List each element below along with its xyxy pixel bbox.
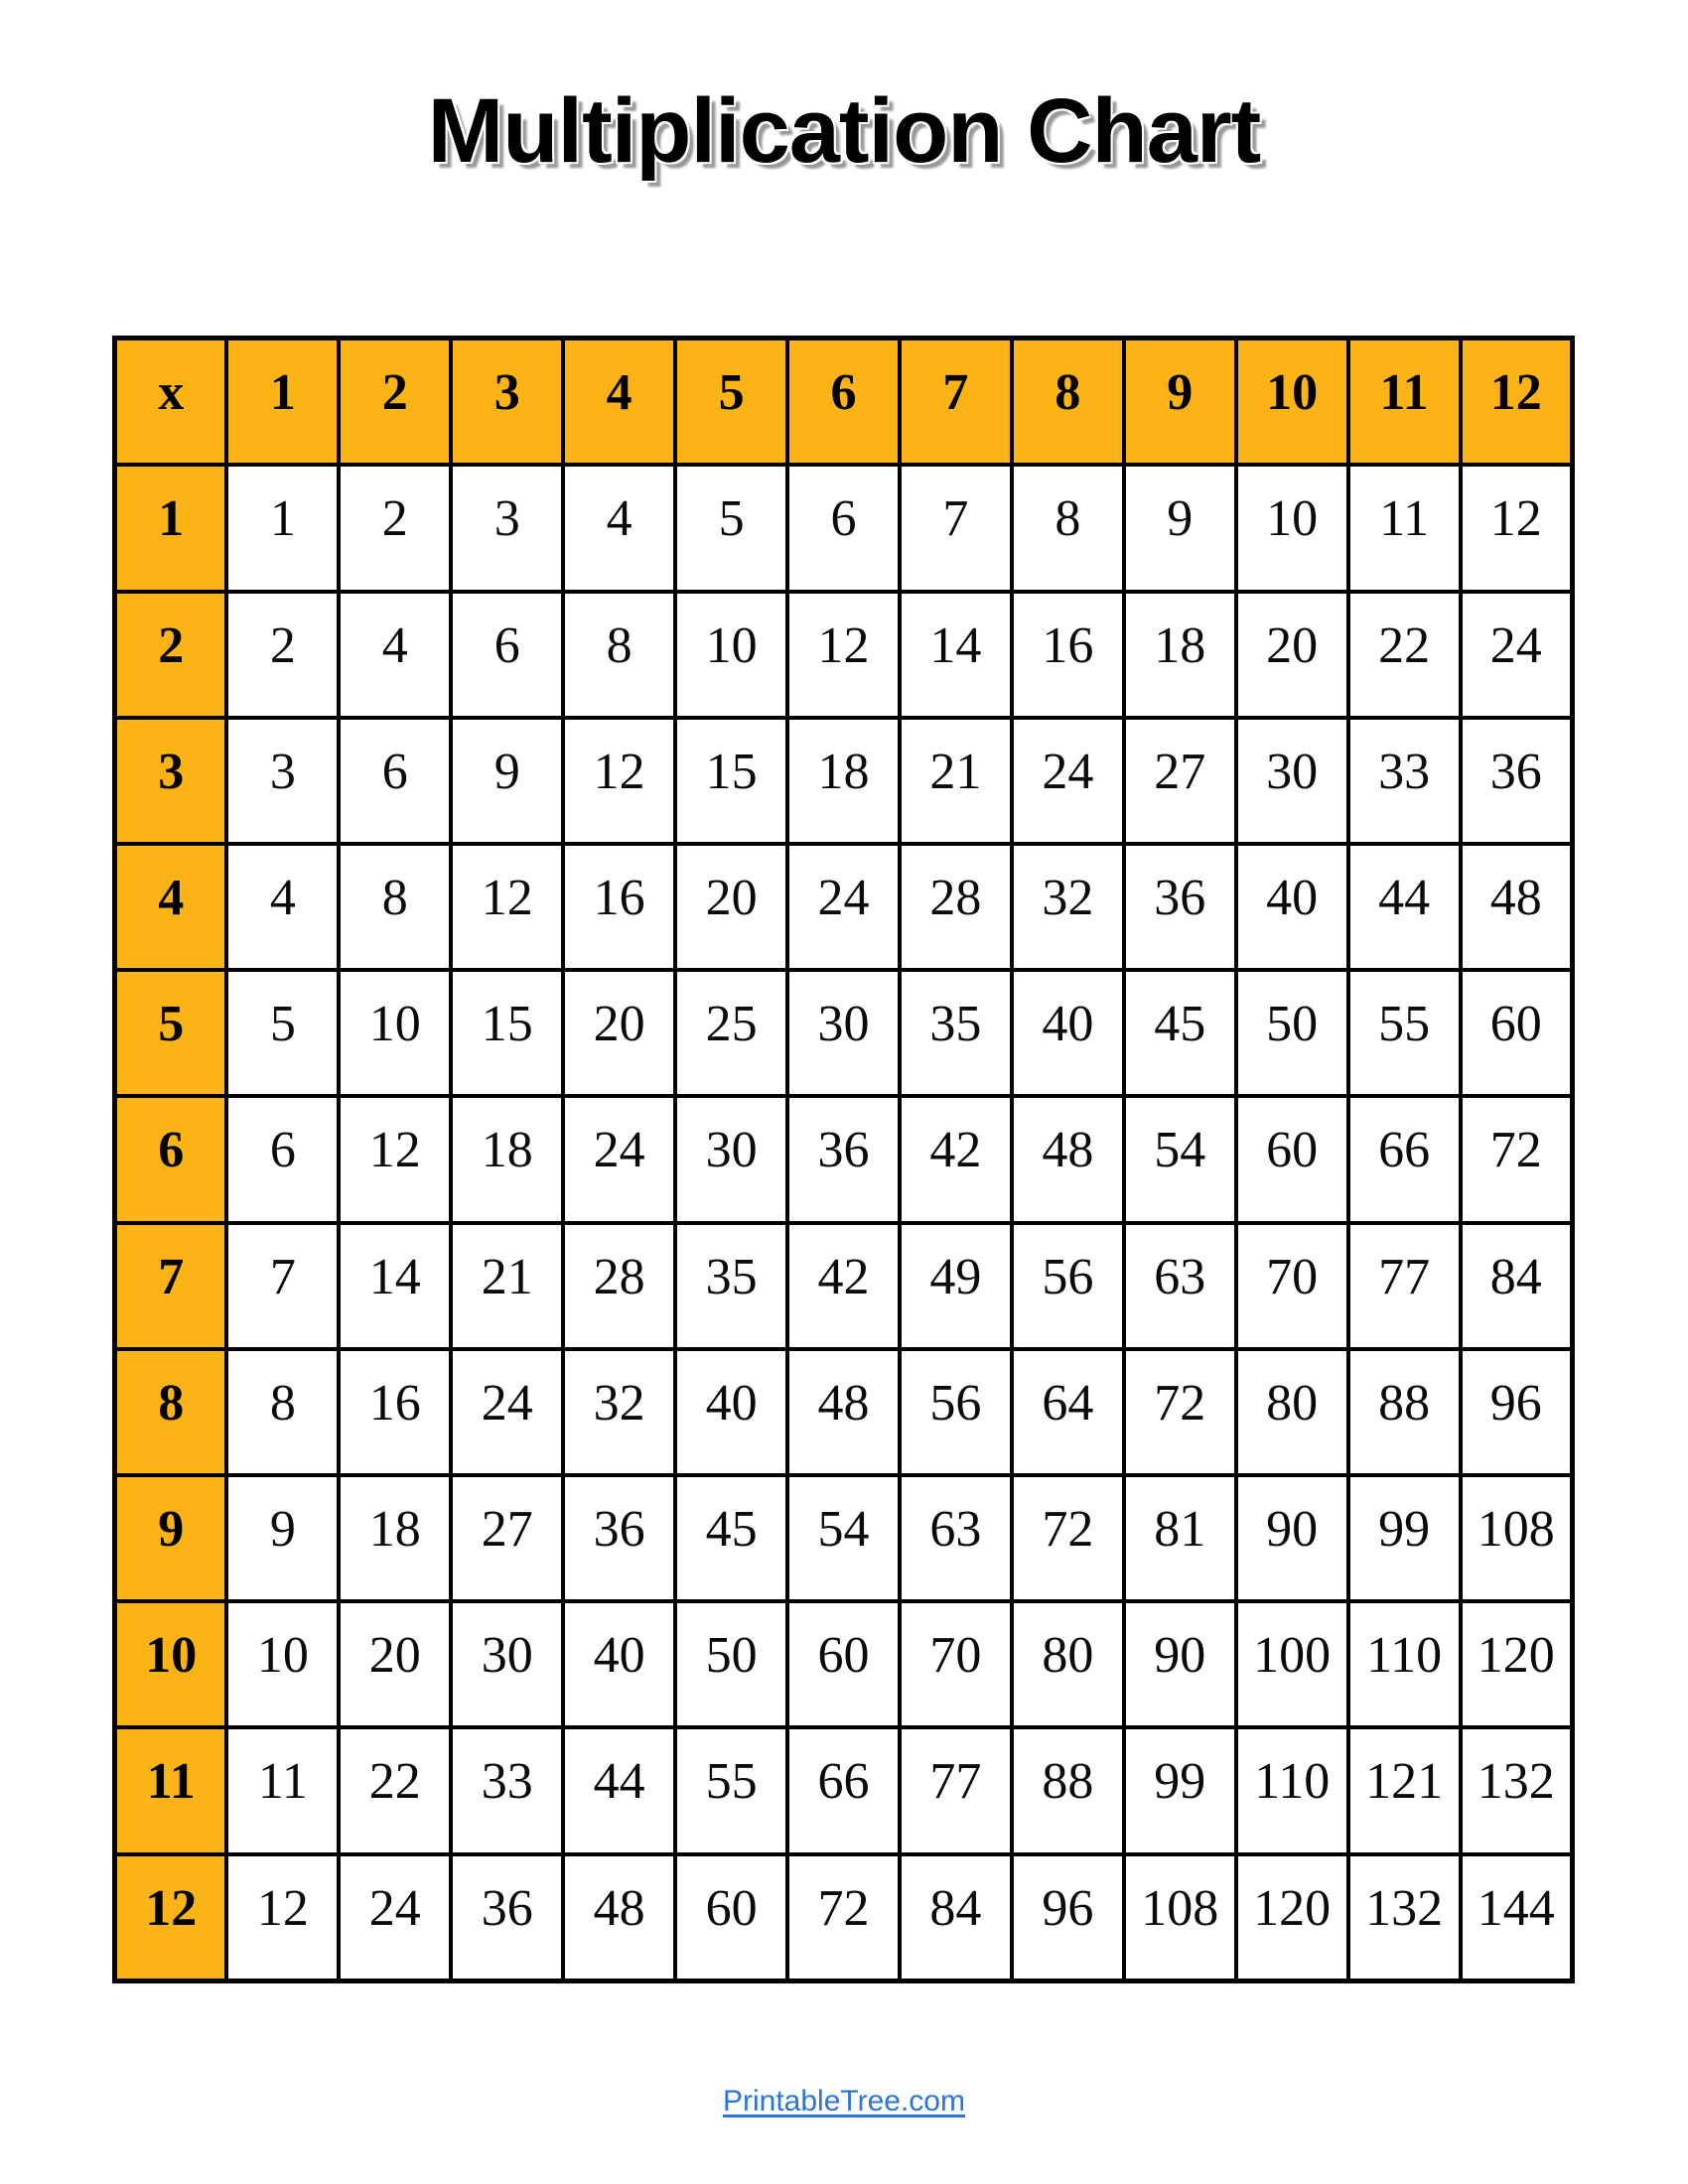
product-cell: 7 — [900, 465, 1012, 591]
product-cell: 10 — [226, 1601, 339, 1727]
product-cell: 60 — [675, 1854, 787, 1981]
product-cell: 90 — [1124, 1601, 1236, 1727]
product-cell: 12 — [787, 592, 900, 718]
product-cell: 40 — [563, 1601, 675, 1727]
product-cell: 132 — [1348, 1854, 1461, 1981]
product-cell: 30 — [787, 970, 900, 1096]
product-cell: 60 — [1461, 970, 1573, 1096]
product-cell: 120 — [1461, 1601, 1573, 1727]
product-cell: 9 — [451, 718, 563, 844]
product-cell: 36 — [1461, 718, 1573, 844]
product-cell: 108 — [1124, 1854, 1236, 1981]
product-cell: 3 — [451, 465, 563, 591]
product-cell: 30 — [675, 1096, 787, 1222]
product-cell: 6 — [339, 718, 451, 844]
product-cell: 72 — [1124, 1349, 1236, 1475]
row-header-cell: 3 — [115, 718, 227, 844]
product-cell: 12 — [451, 844, 563, 970]
product-cell: 60 — [1236, 1096, 1348, 1222]
table-row — [115, 592, 1573, 718]
product-cell: 45 — [1124, 970, 1236, 1096]
product-cell: 81 — [1124, 1475, 1236, 1601]
row-header-cell: 4 — [115, 844, 227, 970]
product-cell: 27 — [1124, 718, 1236, 844]
product-cell: 21 — [900, 718, 1012, 844]
product-cell: 5 — [226, 970, 339, 1096]
table-row — [115, 844, 1573, 970]
row-header-cell: 9 — [115, 1475, 227, 1601]
product-cell: 27 — [451, 1475, 563, 1601]
product-cell: 18 — [339, 1475, 451, 1601]
product-cell: 22 — [1348, 592, 1461, 718]
row-header-cell: 6 — [115, 1096, 227, 1222]
product-cell: 11 — [226, 1727, 339, 1853]
multiplication-table-body — [115, 339, 1573, 1981]
product-cell: 35 — [675, 1223, 787, 1349]
product-cell: 25 — [675, 970, 787, 1096]
product-cell: 54 — [787, 1475, 900, 1601]
product-cell: 132 — [1461, 1727, 1573, 1853]
product-cell: 8 — [339, 844, 451, 970]
product-cell: 60 — [787, 1601, 900, 1727]
table-header-row — [115, 339, 1573, 466]
product-cell: 36 — [1124, 844, 1236, 970]
product-cell: 18 — [787, 718, 900, 844]
product-cell: 18 — [1124, 592, 1236, 718]
row-header-cell: 7 — [115, 1223, 227, 1349]
product-cell: 55 — [675, 1727, 787, 1853]
product-cell: 7 — [226, 1223, 339, 1349]
product-cell: 56 — [900, 1349, 1012, 1475]
product-cell: 99 — [1124, 1727, 1236, 1853]
product-cell: 44 — [563, 1727, 675, 1853]
product-cell: 48 — [1461, 844, 1573, 970]
product-cell: 9 — [1124, 465, 1236, 591]
product-cell: 15 — [451, 970, 563, 1096]
product-cell: 64 — [1012, 1349, 1124, 1475]
product-cell: 50 — [675, 1601, 787, 1727]
product-cell: 40 — [675, 1349, 787, 1475]
product-cell: 36 — [787, 1096, 900, 1222]
product-cell: 9 — [226, 1475, 339, 1601]
product-cell: 18 — [451, 1096, 563, 1222]
table-row — [115, 1601, 1573, 1727]
column-header-cell: 7 — [900, 339, 1012, 466]
product-cell: 12 — [339, 1096, 451, 1222]
product-cell: 6 — [226, 1096, 339, 1222]
footer — [0, 2083, 1688, 2120]
product-cell: 55 — [1348, 970, 1461, 1096]
product-cell: 33 — [1348, 718, 1461, 844]
product-cell: 44 — [1348, 844, 1461, 970]
row-header-cell: 11 — [115, 1727, 227, 1853]
product-cell: 10 — [675, 592, 787, 718]
product-cell: 84 — [900, 1854, 1012, 1981]
table-row — [115, 465, 1573, 591]
product-cell: 16 — [1012, 592, 1124, 718]
multiplication-grid-container — [112, 336, 1575, 1983]
product-cell: 96 — [1461, 1349, 1573, 1475]
product-cell: 28 — [563, 1223, 675, 1349]
product-cell: 12 — [1461, 465, 1573, 591]
product-cell: 22 — [339, 1727, 451, 1853]
table-row — [115, 1854, 1573, 1981]
product-cell: 32 — [563, 1349, 675, 1475]
column-header-cell: 3 — [451, 339, 563, 466]
table-row — [115, 1096, 1573, 1222]
product-cell: 84 — [1461, 1223, 1573, 1349]
product-cell: 88 — [1348, 1349, 1461, 1475]
product-cell: 72 — [1461, 1096, 1573, 1222]
column-header-cell: 5 — [675, 339, 787, 466]
product-cell: 144 — [1461, 1854, 1573, 1981]
product-cell: 20 — [563, 970, 675, 1096]
product-cell: 110 — [1348, 1601, 1461, 1727]
product-cell: 40 — [1012, 970, 1124, 1096]
column-header-cell: 12 — [1461, 339, 1573, 466]
product-cell: 2 — [226, 592, 339, 718]
product-cell: 20 — [339, 1601, 451, 1727]
product-cell: 54 — [1124, 1096, 1236, 1222]
product-cell: 90 — [1236, 1475, 1348, 1601]
row-header-cell: 10 — [115, 1601, 227, 1727]
table-row — [115, 1727, 1573, 1853]
product-cell: 24 — [339, 1854, 451, 1981]
product-cell: 12 — [226, 1854, 339, 1981]
table-row — [115, 1223, 1573, 1349]
product-cell: 80 — [1012, 1601, 1124, 1727]
product-cell: 70 — [900, 1601, 1012, 1727]
row-header-cell: 5 — [115, 970, 227, 1096]
product-cell: 5 — [675, 465, 787, 591]
product-cell: 28 — [900, 844, 1012, 970]
product-cell: 63 — [900, 1475, 1012, 1601]
product-cell: 15 — [675, 718, 787, 844]
product-cell: 3 — [226, 718, 339, 844]
product-cell: 4 — [563, 465, 675, 591]
table-row — [115, 1475, 1573, 1601]
row-header-cell: 8 — [115, 1349, 227, 1475]
row-header-cell: 1 — [115, 465, 227, 591]
product-cell: 4 — [339, 592, 451, 718]
product-cell: 70 — [1236, 1223, 1348, 1349]
product-cell: 8 — [1012, 465, 1124, 591]
product-cell: 50 — [1236, 970, 1348, 1096]
column-header-cell: 4 — [563, 339, 675, 466]
product-cell: 48 — [1012, 1096, 1124, 1222]
product-cell: 66 — [1348, 1096, 1461, 1222]
product-cell: 1 — [226, 465, 339, 591]
product-cell: 21 — [451, 1223, 563, 1349]
corner-cell: x — [115, 339, 227, 466]
column-header-cell: 1 — [226, 339, 339, 466]
product-cell: 110 — [1236, 1727, 1348, 1853]
product-cell: 10 — [339, 970, 451, 1096]
column-header-cell: 2 — [339, 339, 451, 466]
table-row — [115, 970, 1573, 1096]
product-cell: 24 — [1012, 718, 1124, 844]
product-cell: 6 — [451, 592, 563, 718]
product-cell: 16 — [339, 1349, 451, 1475]
product-cell: 24 — [1461, 592, 1573, 718]
product-cell: 8 — [226, 1349, 339, 1475]
product-cell: 121 — [1348, 1727, 1461, 1853]
product-cell: 63 — [1124, 1223, 1236, 1349]
product-cell: 10 — [1236, 465, 1348, 591]
product-cell: 66 — [787, 1727, 900, 1853]
product-cell: 24 — [563, 1096, 675, 1222]
product-cell: 12 — [563, 718, 675, 844]
product-cell: 4 — [226, 844, 339, 970]
product-cell: 48 — [787, 1349, 900, 1475]
product-cell: 108 — [1461, 1475, 1573, 1601]
product-cell: 16 — [563, 844, 675, 970]
column-header-cell: 10 — [1236, 339, 1348, 466]
product-cell: 99 — [1348, 1475, 1461, 1601]
product-cell: 42 — [900, 1096, 1012, 1222]
column-header-cell: 8 — [1012, 339, 1124, 466]
product-cell: 96 — [1012, 1854, 1124, 1981]
table-row — [115, 1349, 1573, 1475]
product-cell: 14 — [900, 592, 1012, 718]
column-header-cell: 9 — [1124, 339, 1236, 466]
product-cell: 35 — [900, 970, 1012, 1096]
column-header-cell: 6 — [787, 339, 900, 466]
product-cell: 30 — [451, 1601, 563, 1727]
row-header-cell: 12 — [115, 1854, 227, 1981]
product-cell: 8 — [563, 592, 675, 718]
product-cell: 120 — [1236, 1854, 1348, 1981]
product-cell: 48 — [563, 1854, 675, 1981]
product-cell: 2 — [339, 465, 451, 591]
product-cell: 20 — [675, 844, 787, 970]
product-cell: 56 — [1012, 1223, 1124, 1349]
title-container — [0, 80, 1688, 182]
product-cell: 11 — [1348, 465, 1461, 591]
product-cell: 20 — [1236, 592, 1348, 718]
product-cell: 24 — [451, 1349, 563, 1475]
product-cell: 88 — [1012, 1727, 1124, 1853]
table-row — [115, 718, 1573, 844]
page-title: Multiplication Chart — [427, 80, 1261, 182]
product-cell: 77 — [900, 1727, 1012, 1853]
multiplication-table — [112, 336, 1575, 1983]
product-cell: 100 — [1236, 1601, 1348, 1727]
footer-link[interactable]: PrintableTree.com — [723, 2085, 965, 2117]
product-cell: 14 — [339, 1223, 451, 1349]
product-cell: 40 — [1236, 844, 1348, 970]
product-cell: 42 — [787, 1223, 900, 1349]
product-cell: 72 — [1012, 1475, 1124, 1601]
product-cell: 36 — [563, 1475, 675, 1601]
product-cell: 30 — [1236, 718, 1348, 844]
product-cell: 6 — [787, 465, 900, 591]
product-cell: 77 — [1348, 1223, 1461, 1349]
column-header-cell: 11 — [1348, 339, 1461, 466]
product-cell: 49 — [900, 1223, 1012, 1349]
product-cell: 33 — [451, 1727, 563, 1853]
product-cell: 24 — [787, 844, 900, 970]
product-cell: 36 — [451, 1854, 563, 1981]
product-cell: 80 — [1236, 1349, 1348, 1475]
product-cell: 45 — [675, 1475, 787, 1601]
product-cell: 32 — [1012, 844, 1124, 970]
product-cell: 72 — [787, 1854, 900, 1981]
row-header-cell: 2 — [115, 592, 227, 718]
